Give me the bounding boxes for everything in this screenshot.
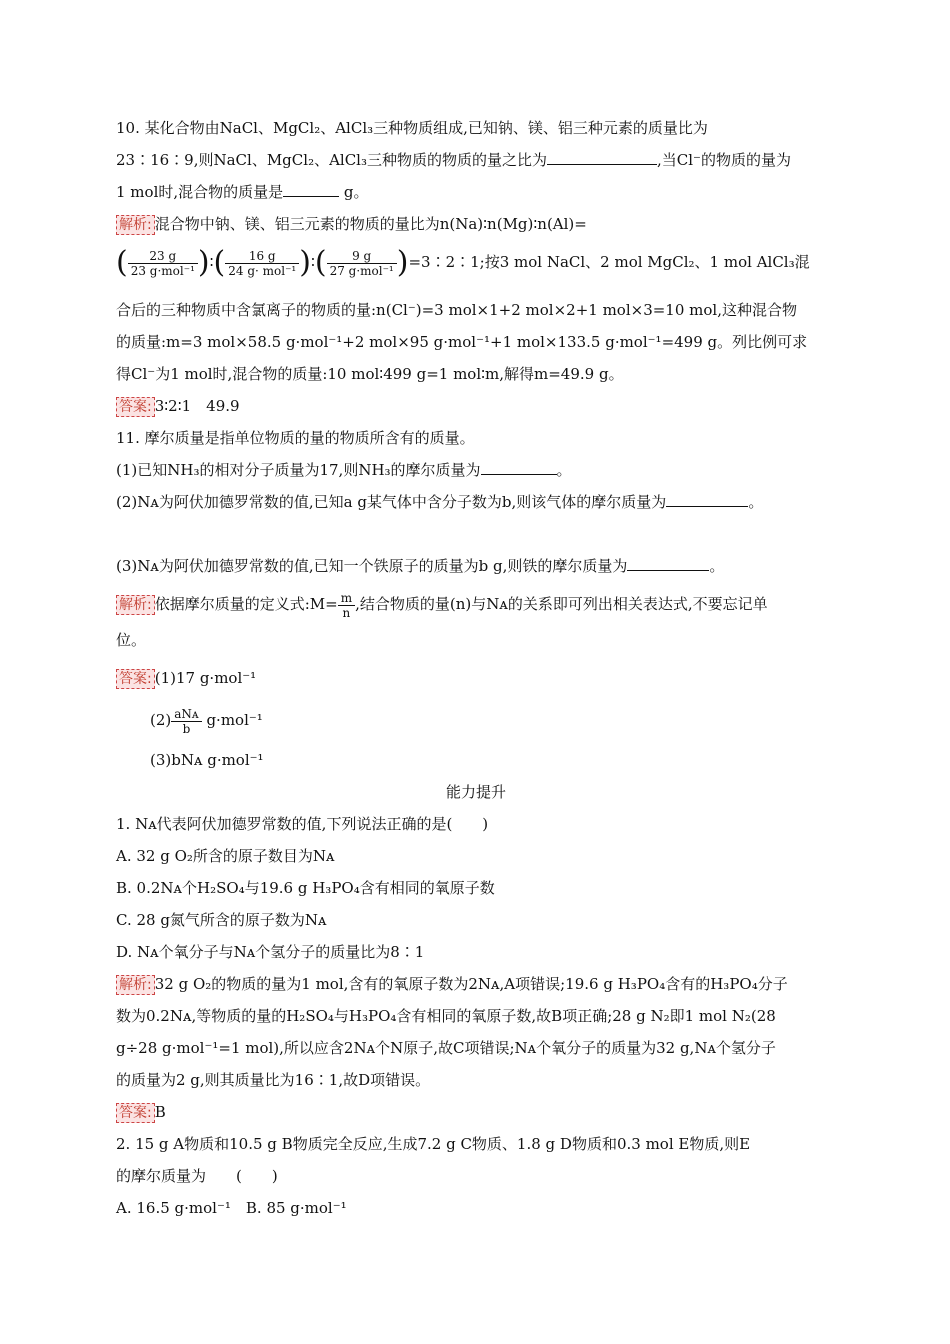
p1-analysis-line4: 的质量为2 g,则其质量比为16∶1,故D项错误。 bbox=[116, 1071, 431, 1089]
answer-blank bbox=[547, 150, 657, 165]
fraction bbox=[338, 591, 355, 620]
q10-analysis-line1 bbox=[116, 214, 587, 235]
p1-option-d: D. Nᴀ个氧分子与Nᴀ个氢分子的质量比为8∶1 bbox=[116, 943, 425, 961]
p1-option-b: B. 0.2Nᴀ个H₂SO₄与19.6 g H₃PO₄含有相同的氧原子数 bbox=[116, 879, 495, 897]
p1-answer: B bbox=[154, 1103, 166, 1121]
answer-blank bbox=[627, 556, 709, 571]
p1-option-a: A. 32 g O₂所含的原子数目为Nᴀ bbox=[116, 847, 335, 865]
p1-answer-line bbox=[116, 1102, 166, 1123]
q11-analysis-text: 依据摩尔质量的定义式:M= bbox=[154, 595, 338, 613]
analysis-tag: 解析: bbox=[116, 215, 155, 235]
paren: ( bbox=[213, 245, 226, 280]
denominator: 23 g·mol⁻¹ bbox=[130, 263, 195, 278]
q11-answer: (2) bbox=[150, 711, 172, 729]
q10-analysis-fraction-line bbox=[116, 244, 810, 280]
p1-analysis-line3: g÷28 g·mol⁻¹=1 mol),所以应含2Nᴀ个N原子,故C项错误;Nᴀ个氧分子的质量为32 g,Nᴀ个氢分子 bbox=[116, 1039, 776, 1057]
p2-options: A. 16.5 g·mol⁻¹ B. 85 g·mol⁻¹ bbox=[116, 1199, 347, 1217]
numerator: 23 g bbox=[128, 249, 198, 264]
colon: ∶ bbox=[209, 253, 214, 271]
q10-text: 23∶16∶9,则NaCl、MgCl₂、AlCl₃三种物质的物质的量之比为 bbox=[116, 151, 547, 169]
q10-stem-line3 bbox=[116, 182, 369, 202]
p1-analysis-line1 bbox=[116, 974, 788, 995]
q11-analysis-text: ,结合物质的量(n)与Nᴀ的关系即可列出相关表达式,不要忘记单 bbox=[355, 595, 768, 613]
answer-blank bbox=[666, 492, 748, 507]
p1-stem: 1. Nᴀ代表阿伏加德罗常数的值,下列说法正确的是( ) bbox=[116, 815, 489, 833]
q10-answer-line bbox=[116, 396, 240, 417]
q11-text: 。 bbox=[709, 557, 725, 575]
q10-analysis-line5: 得Cl⁻为1 mol时,混合物的质量:10 mol∶499 g=1 mol∶m,解得m=49.9 g。 bbox=[116, 365, 624, 383]
numerator: 9 g bbox=[327, 249, 397, 264]
q11-analysis-line2: 位。 bbox=[116, 631, 147, 649]
q11-answer-line1 bbox=[116, 668, 256, 689]
answer-tag: 答案: bbox=[116, 669, 155, 689]
numerator: 16 g bbox=[225, 249, 299, 264]
denominator: 27 g·mol⁻¹ bbox=[329, 263, 394, 278]
fraction bbox=[327, 249, 397, 278]
q10-stem-line1: 10. 某化合物由NaCl、MgCl₂、AlCl₃三种物质组成,已知钠、镁、铝三种元素的质量比为 bbox=[116, 119, 708, 137]
q10-analysis-text: 混合物中钠、镁、铝三元素的物质的量比为n(Na)∶n(Mg)∶n(Al)= bbox=[154, 215, 587, 233]
q11-answer: g·mol⁻¹ bbox=[201, 711, 263, 729]
analysis-tag: 解析: bbox=[116, 975, 155, 995]
p1-analysis-text: 32 g O₂的物质的量为1 mol,含有的氧原子数为2Nᴀ,A项错误;19.6 g H₃PO₄含有的H₃PO₄分子 bbox=[154, 975, 788, 993]
paren: ) bbox=[396, 245, 409, 280]
q11-text: 。 bbox=[556, 461, 572, 479]
section-title: 能力提升 bbox=[445, 783, 506, 801]
numerator: aNᴀ bbox=[171, 707, 201, 722]
fraction bbox=[225, 249, 299, 278]
denominator: n bbox=[342, 605, 351, 620]
fraction bbox=[128, 249, 198, 278]
p2-stem-line1: 2. 15 g A物质和10.5 g B物质完全反应,生成7.2 g C物质、1.8 g D物质和0.3 mol E物质,则E bbox=[116, 1135, 751, 1153]
denominator: b bbox=[182, 721, 191, 736]
q11-text: (1)已知NH₃的相对分子质量为17,则NH₃的摩尔质量为 bbox=[116, 461, 481, 479]
q11-text: (3)Nᴀ为阿伏加德罗常数的值,已知一个铁原子的质量为b g,则铁的摩尔质量为 bbox=[116, 557, 628, 575]
paren: ) bbox=[299, 245, 311, 280]
q11-answer-line2 bbox=[150, 702, 263, 738]
q11-text: (2)Nᴀ为阿伏加德罗常数的值,已知a g某气体中含分子数为b,则该气体的摩尔质量为 bbox=[116, 493, 667, 511]
p1-option-c: C. 28 g氮气所含的原子数为Nᴀ bbox=[116, 911, 327, 929]
denominator: 24 g· mol⁻¹ bbox=[228, 263, 297, 278]
q10-text: ,当Cl⁻的物质的量为 bbox=[657, 151, 791, 169]
q11-answer-line3: (3)bNᴀ g·mol⁻¹ bbox=[150, 751, 264, 769]
p2-stem-line2: 的摩尔质量为 ( ) bbox=[116, 1167, 278, 1185]
fraction bbox=[171, 707, 201, 736]
colon: ∶ bbox=[310, 253, 315, 271]
q11-stem: 11. 摩尔质量是指单位物质的量的物质所含有的质量。 bbox=[116, 429, 475, 447]
paren: ( bbox=[314, 245, 327, 280]
analysis-tag: 解析: bbox=[116, 595, 155, 615]
q10-analysis-line3: 合后的三种物质中含氯离子的物质的量:n(Cl⁻)=3 mol×1+2 mol×2+1 mol×3=10 mol,这种混合物 bbox=[116, 301, 797, 319]
answer-blank bbox=[481, 460, 557, 475]
q11-analysis-line1 bbox=[116, 586, 768, 622]
q10-text: g。 bbox=[339, 183, 369, 201]
q11-text: 。 bbox=[748, 493, 764, 511]
q11-part2 bbox=[116, 492, 763, 512]
numerator: m bbox=[338, 591, 355, 606]
answer-tag: 答案: bbox=[116, 397, 155, 417]
q11-part1 bbox=[116, 460, 572, 480]
q10-text: 1 mol时,混合物的质量是 bbox=[116, 183, 284, 201]
q11-answer: (1)17 g·mol⁻¹ bbox=[154, 669, 257, 687]
paren: ( bbox=[116, 245, 128, 280]
p1-analysis-line2: 数为0.2Nᴀ,等物质的量的H₂SO₄与H₃PO₄含有相同的氧原子数,故B项正确;28 g N₂即1 mol N₂(28 bbox=[116, 1007, 776, 1025]
answer-tag: 答案: bbox=[116, 1103, 155, 1123]
q10-answer: 3∶2∶1 49.9 bbox=[154, 397, 240, 415]
q10-analysis-text: =3∶2∶1;按3 mol NaCl、2 mol MgCl₂、1 mol AlCl₃混 bbox=[408, 253, 810, 271]
paren: ) bbox=[197, 245, 210, 280]
q10-analysis-line4: 的质量:m=3 mol×58.5 g·mol⁻¹+2 mol×95 g·mol⁻¹+1 mol×133.5 g·mol⁻¹=499 g。列比例可求 bbox=[116, 333, 808, 351]
answer-blank bbox=[283, 182, 339, 197]
q10-stem-line2 bbox=[116, 150, 791, 170]
q11-part3 bbox=[116, 556, 724, 576]
